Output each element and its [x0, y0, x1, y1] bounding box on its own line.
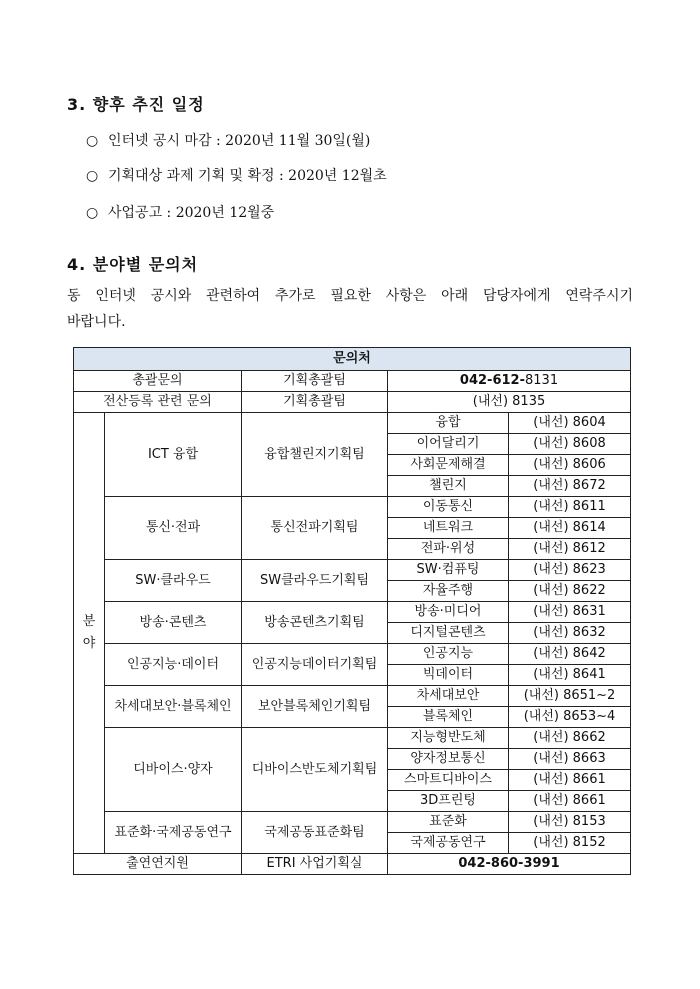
topic-cell: 이어달리기 — [388, 434, 509, 455]
footer-team: ETRI 사업기획실 — [242, 854, 388, 875]
topic-cell: 스마트디바이스 — [388, 770, 509, 791]
table-row — [74, 602, 631, 623]
extension-cell: (내선) 8606 — [509, 455, 631, 476]
topic-cell: 자율주행 — [388, 581, 509, 602]
schedule-item-text: 기획대상 과제 기획 및 확정 : 2020년 12월초 — [108, 168, 387, 184]
team-cell: 인공지능데이터기획팀 — [242, 644, 388, 686]
area-cell: ICT 융합 — [105, 413, 242, 497]
schedule-item — [86, 202, 274, 222]
field-label-char: 분 — [82, 614, 96, 629]
topic-cell: 네트워크 — [388, 518, 509, 539]
topic-cell: 사회문제해결 — [388, 455, 509, 476]
topic-cell: 표준화 — [388, 812, 509, 833]
table-row — [74, 413, 631, 434]
topic-cell: 전파·위성 — [388, 539, 509, 560]
topic-cell: 디지털콘텐츠 — [388, 623, 509, 644]
table-row — [74, 812, 631, 833]
bullet-circle-icon: ○ — [86, 168, 99, 184]
table-row — [74, 644, 631, 665]
section-3-title: 3. 향후 추진 일정 — [67, 95, 205, 114]
extension-cell: (내선) 8632 — [509, 623, 631, 644]
extension-cell: (내선) 8631 — [509, 602, 631, 623]
team-cell: 방송콘텐츠기획팀 — [242, 602, 388, 644]
topic-cell: SW·컴퓨팅 — [388, 560, 509, 581]
extension-cell: (내선) 8642 — [509, 644, 631, 665]
contact-paragraph-line2: 바랍니다. — [67, 314, 126, 330]
table-row — [74, 497, 631, 518]
topic-cell: 방송·미디어 — [388, 602, 509, 623]
topic-cell: 빅데이터 — [388, 665, 509, 686]
extension-cell: (내선) 8641 — [509, 665, 631, 686]
topic-cell: 양자정보통신 — [388, 749, 509, 770]
extension-cell: (내선) 8651~2 — [509, 686, 631, 707]
field-label — [74, 413, 105, 854]
general-phone-suffix: 8131 — [525, 373, 559, 388]
extension-cell: (내선) 8614 — [509, 518, 631, 539]
topic-cell: 인공지능 — [388, 644, 509, 665]
extension-cell: (내선) 8152 — [509, 833, 631, 854]
topic-cell: 3D프린팅 — [388, 791, 509, 812]
schedule-item-text: 인터넷 공시 마감 : 2020년 11월 30일(월) — [108, 133, 371, 149]
extension-cell: (내선) 8661 — [509, 791, 631, 812]
team-cell: 보안블록체인기획팀 — [242, 686, 388, 728]
extension-cell: (내선) 8662 — [509, 728, 631, 749]
table-row — [74, 371, 631, 392]
topic-cell: 융합 — [388, 413, 509, 434]
contact-table — [73, 347, 631, 875]
footer-label: 출연연지원 — [74, 854, 242, 875]
extension-cell: (내선) 8663 — [509, 749, 631, 770]
schedule-item — [86, 130, 370, 150]
topic-cell: 국제공동연구 — [388, 833, 509, 854]
table-row — [74, 392, 631, 413]
extension-cell: (내선) 8623 — [509, 560, 631, 581]
extension-cell: (내선) 8612 — [509, 539, 631, 560]
extension-cell: (내선) 8611 — [509, 497, 631, 518]
bullet-circle-icon: ○ — [86, 205, 99, 221]
schedule-item-text: 사업공고 : 2020년 12월중 — [108, 205, 275, 221]
extension-cell: (내선) 8608 — [509, 434, 631, 455]
area-cell: 표준화·국제공동연구 — [105, 812, 242, 854]
topic-cell: 이동통신 — [388, 497, 509, 518]
area-cell: 방송·콘텐츠 — [105, 602, 242, 644]
area-cell: 통신·전파 — [105, 497, 242, 560]
topic-cell: 지능형반도체 — [388, 728, 509, 749]
area-cell: 인공지능·데이터 — [105, 644, 242, 686]
general-phone — [388, 371, 631, 392]
table-row — [74, 560, 631, 581]
table-header: 문의처 — [74, 348, 631, 371]
general-team: 기획총괄팀 — [242, 371, 388, 392]
team-cell: 융합챌린지기획팀 — [242, 413, 388, 497]
extension-cell: (내선) 8604 — [509, 413, 631, 434]
contact-paragraph-line1: 동 인터넷 공시와 관련하여 추가로 필요한 사항은 아래 담당자에게 연락주시기 — [67, 288, 633, 304]
team-cell: 디바이스반도체기획팀 — [242, 728, 388, 812]
footer-phone: 042-860-3991 — [388, 854, 631, 875]
extension-cell: (내선) 8622 — [509, 581, 631, 602]
table-row — [74, 686, 631, 707]
bullet-circle-icon: ○ — [86, 133, 99, 149]
team-cell: 통신전파기획팀 — [242, 497, 388, 560]
footer-row — [74, 854, 631, 875]
topic-cell: 차세대보안 — [388, 686, 509, 707]
registration-phone: (내선) 8135 — [388, 392, 631, 413]
extension-cell: (내선) 8153 — [509, 812, 631, 833]
topic-cell: 챌린지 — [388, 476, 509, 497]
team-cell: SW클라우드기획팀 — [242, 560, 388, 602]
area-cell: 차세대보안·블록체인 — [105, 686, 242, 728]
registration-label: 전산등록 관련 문의 — [74, 392, 242, 413]
topic-cell: 블록체인 — [388, 707, 509, 728]
registration-team: 기획총괄팀 — [242, 392, 388, 413]
table-row — [74, 728, 631, 749]
general-label: 총괄문의 — [74, 371, 242, 392]
schedule-item — [86, 165, 387, 185]
extension-cell: (내선) 8672 — [509, 476, 631, 497]
team-cell: 국제공동표준화팀 — [242, 812, 388, 854]
area-cell: SW·클라우드 — [105, 560, 242, 602]
general-phone-prefix: 042-612- — [459, 373, 525, 388]
extension-cell: (내선) 8653~4 — [509, 707, 631, 728]
area-cell: 디바이스·양자 — [105, 728, 242, 812]
field-label-char: 야 — [82, 636, 96, 651]
section-4-title: 4. 분야별 문의처 — [67, 255, 199, 274]
extension-cell: (내선) 8661 — [509, 770, 631, 791]
